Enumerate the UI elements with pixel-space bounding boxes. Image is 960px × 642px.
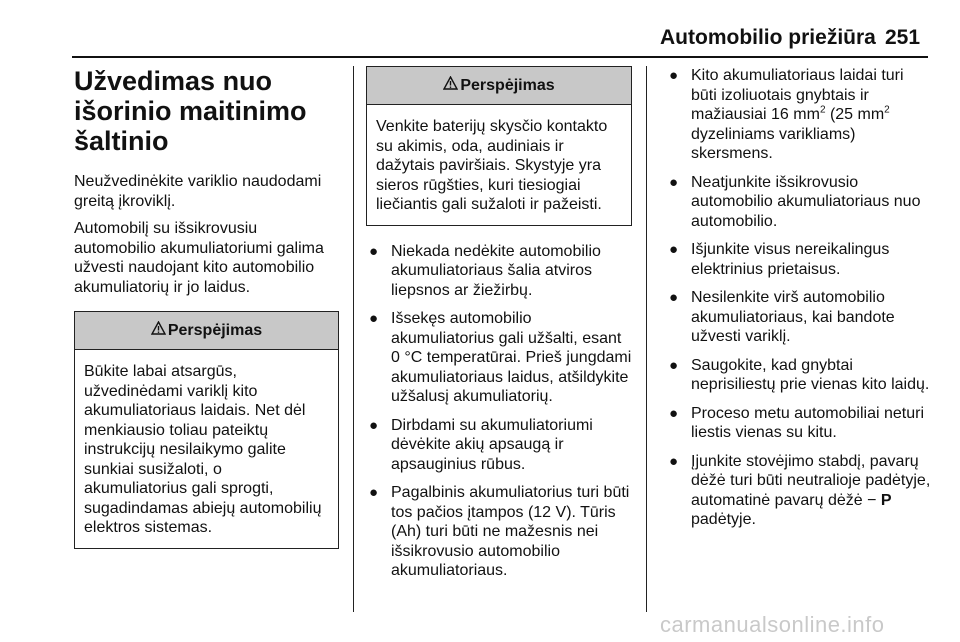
warning-text: Būkite labai atsargūs, užvedinėdami variklį kito akumuliatoriaus laidais. Net dėl menkiausio toliau pateiktų instrukcijų nesilaikymo galite sunkiai susižaloti, o akumuliatorius gali sprogti, sugadindamas abiejų automobilių elektros sistemas. bbox=[84, 363, 322, 536]
warning-box bbox=[366, 66, 632, 226]
list-item-text: Neatjunkite išsikrovusio automobilio akumuliatoriaus nuo automobilio. bbox=[691, 173, 921, 230]
bullet-icon: ● bbox=[369, 416, 379, 434]
bullet-icon: ● bbox=[669, 452, 679, 470]
list-item-text: Išsekęs automobilio akumuliatorius gali užšalti, esant 0 °C temperatūrai. Prieš jungdami akumuliatoriaus laidus, atšildykite užšalusį akumuliatorių. bbox=[391, 310, 632, 405]
middle-column bbox=[366, 66, 632, 590]
watermark: carmanualsonline.info bbox=[660, 612, 885, 637]
column-divider bbox=[353, 66, 354, 612]
bullet-icon: ● bbox=[669, 173, 679, 191]
page-header-title: Automobilio priežiūra bbox=[660, 26, 876, 49]
warning-triangle-icon bbox=[151, 321, 166, 341]
list-item-text: Įjunkite stovėjimo stabdį, pavarų dėžė turi būti neutralioje padėtyje, automatinė pavarų dėžė − P padėtyje. bbox=[691, 452, 931, 528]
list-item bbox=[366, 416, 632, 475]
list-item bbox=[666, 404, 931, 443]
right-column bbox=[666, 66, 931, 539]
header-rule bbox=[72, 56, 928, 58]
list-item bbox=[666, 66, 931, 164]
list-item-text: Proceso metu automobiliai neturi liestis vienas su kitu. bbox=[691, 404, 925, 441]
section-heading: Užvedimas nuo išorinio maitinimo šaltinio bbox=[74, 66, 307, 156]
warning-header bbox=[75, 312, 338, 350]
list-item-text: Dirbdami su akumuliatoriumi dėvėkite akių apsaugą ir apsauginius rūbus. bbox=[391, 416, 593, 473]
list-item-text: Kito akumuliatoriaus laidai turi būti izoliuotais gnybtais ir mažiausiai 16 $mm^2$ (25 $mm^2$ dyzeliniams varikliams) skersmens. bbox=[691, 67, 904, 162]
bullet-icon: ● bbox=[369, 484, 379, 501]
list-item bbox=[666, 356, 931, 395]
bullet-list bbox=[366, 242, 632, 581]
list-item-text: Išjunkite visus nereikalingus elektrinius prietaisus. bbox=[691, 241, 890, 278]
paragraph: Automobilį su išsikrovusiu automobilio akumuliatoriumi galima užvesti naudojant kito automobilio akumuliatorių ir jo laidus. bbox=[74, 220, 324, 296]
warning-triangle-icon bbox=[443, 76, 458, 96]
bullet-icon: ● bbox=[369, 242, 379, 260]
warning-title: Perspėjimas bbox=[460, 76, 555, 94]
list-item bbox=[666, 288, 931, 347]
page-number: 251 bbox=[885, 26, 921, 49]
bullet-list bbox=[666, 66, 931, 530]
list-item bbox=[366, 483, 632, 581]
bullet-icon: ● bbox=[669, 404, 679, 422]
bullet-icon: ● bbox=[669, 241, 679, 258]
list-item bbox=[666, 240, 931, 279]
list-item-text: Saugokite, kad gnybtai neprisiliestų prie vienas kito laidų. bbox=[691, 356, 930, 393]
bullet-icon: ● bbox=[669, 356, 679, 374]
list-item bbox=[366, 309, 632, 407]
list-item-text: Niekada nedėkite automobilio akumuliatoriaus šalia atviros liepsnos ar žiežirbų. bbox=[391, 242, 601, 299]
list-item bbox=[366, 242, 632, 301]
list-item bbox=[666, 173, 931, 232]
warning-text: Venkite baterijų skysčio kontakto su akimis, oda, audiniais ir dažytais paviršiais. Skystyje yra sieros rūgšties, kuri tiesiogiai liečiantis gali sužaloti ir pažeisti. bbox=[376, 118, 608, 213]
bullet-icon: ● bbox=[669, 67, 679, 84]
warning-header bbox=[367, 67, 631, 105]
bullet-icon: ● bbox=[669, 289, 679, 306]
list-item bbox=[666, 452, 931, 530]
warning-box bbox=[74, 311, 339, 549]
column-divider bbox=[646, 66, 647, 612]
paragraph: Neužvedinėkite variklio naudodami greitą įkroviklį. bbox=[74, 173, 322, 210]
list-item-text: Pagalbinis akumuliatorius turi būti tos pačios įtampos (12 V). Tūris (Ah) turi būti ne mažesnis nei išsikrovusio automobilio akumuliatoriaus. bbox=[391, 484, 630, 579]
bullet-icon: ● bbox=[369, 310, 379, 327]
left-column bbox=[74, 66, 339, 549]
list-item-text: Nesilenkite virš automobilio akumuliatoriaus, kai bandote užvesti variklį. bbox=[691, 289, 895, 345]
warning-title: Perspėjimas bbox=[167, 321, 263, 339]
